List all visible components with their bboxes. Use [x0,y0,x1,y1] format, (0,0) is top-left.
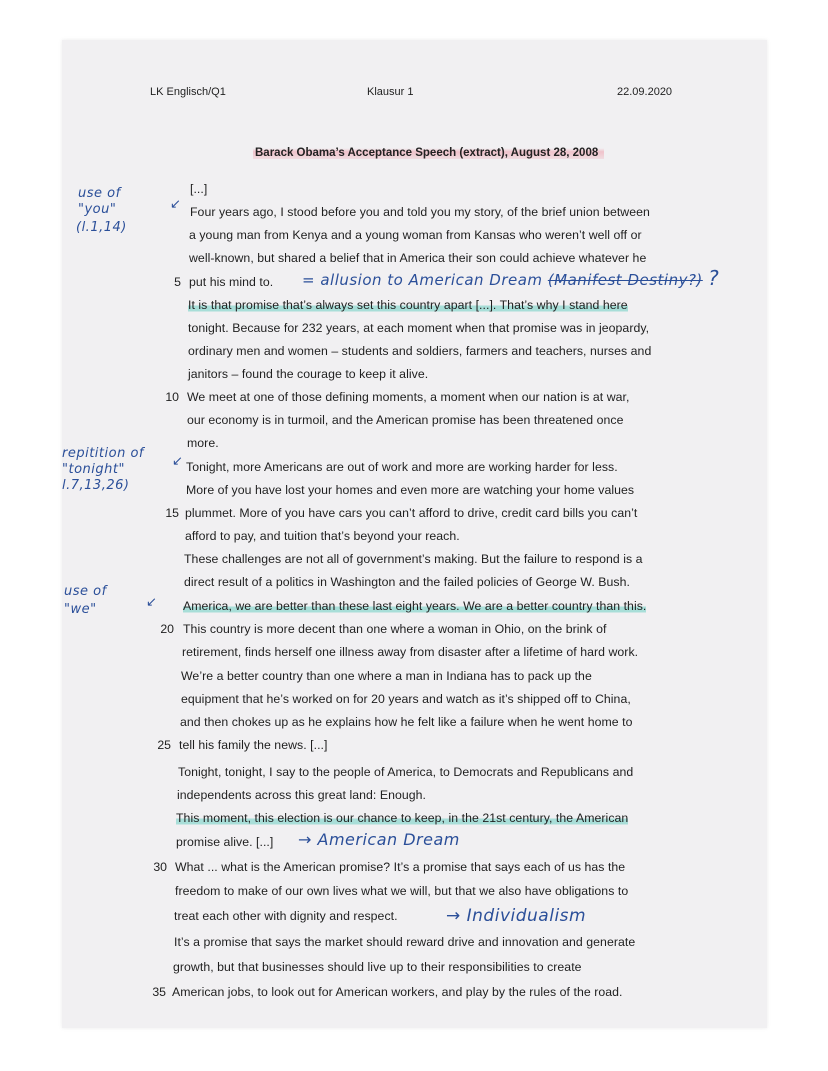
text-line: Four years ago, I stood before you and told you my story, of the brief union between [190,205,650,219]
allusion-text: = allusion to American Dream [302,271,543,289]
text-line: tonight. Because for 232 years, at each moment when that promise was in jeopardy, [188,321,650,335]
annotation-use-of-you-2: "you" [78,202,117,217]
text-line: American jobs, to look out for American workers, and play by the rules of the road. [172,985,623,999]
text-line: equipment that he’s worked on for 20 years and watch as it’s shipped off to China, [181,692,631,706]
allusion-question-mark: ? [708,266,720,290]
line-number: 35 [152,985,166,999]
text-line: These challenges are not all of government’s making. But the failure to respond is a [184,552,643,566]
line-number: 25 [157,738,171,752]
text-line: Tonight, more Americans are out of work and more are working harder for less. [186,460,618,474]
header-date: 22.09.2020 [617,86,673,98]
text-line: direct result of a politics in Washington and the failed policies of George W. Bush. [184,575,630,589]
text-line: a young man from Kenya and a young woman from Kansas who weren’t well off or [189,228,642,242]
text-line: What ... what is the American promise? It’s a promise that says each of us has the [175,860,626,874]
annotation-use-of-you-1: use of [78,186,121,201]
annotation-individualism: → Individualism [446,906,587,926]
text-line: We meet at one of those defining moments, a moment when our nation is at war, [187,390,630,404]
text-line: tell his family the news. [...] [179,738,328,752]
text-line: More of you have lost your homes and even more are watching your home values [186,483,635,497]
arrow-icon: ↙ [146,594,157,609]
arrow-icon: ↙ [170,196,181,211]
line-number: 5 [174,275,181,289]
line-number: 15 [165,506,179,520]
text-line: It’s a promise that says the market should reward drive and innovation and generate [174,935,636,949]
text-line: well-known, but shared a belief that in America their son could achieve whatever he [189,251,647,265]
text-line: treat each other with dignity and respect. [174,909,398,923]
line-number: 20 [160,622,174,636]
annotation-use-of-we-2: "we" [64,602,97,617]
annotation-use-of-we-1: use of [64,584,107,599]
text-line: ordinary men and women – students and soldiers, farmers and teachers, nurses and [188,344,652,358]
allusion-struck-text: (Manifest Destiny?) [547,271,703,289]
text-line: independents across this great land: Enough. [177,788,426,802]
document-title: Barack Obama’s Acceptance Speech (extract), August 28, 2008 [253,147,604,159]
annotation-repetition-1: repitition of [62,446,144,461]
annotation-repetition-2: "tonight" [62,462,125,477]
text-line: America, we are better than these last eight years. We are a better country than this. [183,599,647,613]
line-number: 10 [165,390,179,404]
text-line: Tonight, tonight, I say to the people of America, to Democrats and Republicans and [178,765,634,779]
annotation-american-dream: → American Dream [298,830,460,849]
text-line: and then chokes up as he explains how he felt like a failure when he went home to [180,715,633,729]
text-line: janitors – found the courage to keep it alive. [188,367,429,381]
text-line: freedom to make of our own lives what we will, but that we also have obligations to [175,884,629,898]
text-line: [...] [190,182,208,196]
text-line: It is that promise that’s always set this country apart [...]. That’s why I stand here [188,298,628,312]
header-exam: Klausur 1 [367,86,414,98]
text-line: promise alive. [...] [176,835,274,849]
text-line: afford to pay, and tuition that’s beyond your reach. [185,529,460,543]
text-line: growth, but that businesses should live up to their responsibilities to create [173,960,582,974]
text-line: This country is more decent than one where a woman in Ohio, on the brink of [183,622,607,636]
arrow-icon: ↙ [172,453,183,468]
text-line: our economy is in turmoil, and the American promise has been threatened once [187,413,624,427]
text-line: retirement, finds herself one illness away from disaster after a lifetime of hard work. [182,645,639,659]
annotation-use-of-you-3: (l.1,14) [76,220,127,235]
text-line: This moment, this election is our chance to keep, in the 21st century, the American [176,811,629,825]
annotation-repetition-3: l.7,13,26) [62,478,130,493]
annotation-allusion [302,266,719,290]
text-line: put his mind to. [189,275,274,289]
text-line: We’re a better country than one where a man in Indiana has to pack up the [181,669,592,683]
text-line: more. [187,436,219,450]
header-course: LK Englisch/Q1 [150,86,226,98]
line-number: 30 [153,860,167,874]
text-line: plummet. More of you have cars you can’t afford to drive, credit card bills you can’t [185,506,638,520]
